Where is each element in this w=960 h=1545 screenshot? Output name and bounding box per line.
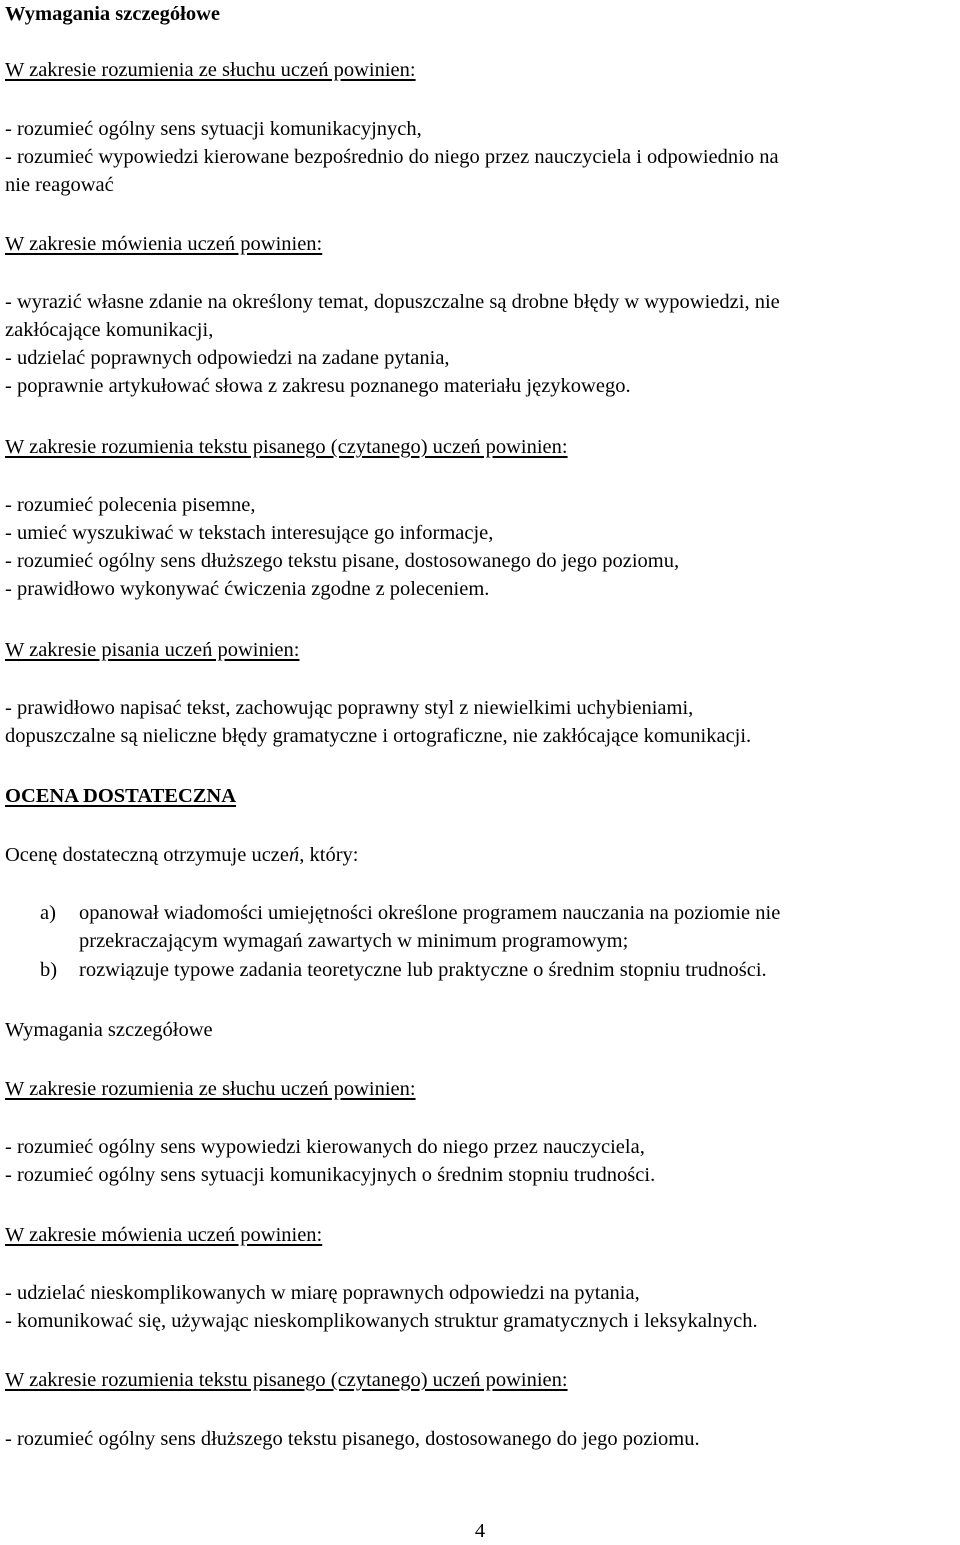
criterion-text bbox=[79, 899, 780, 955]
criterion-text bbox=[79, 956, 767, 984]
requirement-line: - komunikować się, używając nieskomplikowanych struktur gramatycznych i leksykalnych. bbox=[5, 1310, 758, 1332]
grade-intro bbox=[5, 841, 957, 869]
section-heading: Wymagania szczegółowe bbox=[5, 1019, 213, 1041]
requirement-line: - rozumieć ogólny sens sytuacji komunikacyjnych, bbox=[5, 118, 422, 140]
requirement-line: - prawidłowo napisać tekst, zachowując poprawny styl z niewielkimi uchybieniami, bbox=[5, 697, 694, 719]
requirement-line: - udzielać poprawnych odpowiedzi na zadane pytania, bbox=[5, 347, 450, 369]
writing-requirements bbox=[5, 694, 957, 750]
requirement-line: dopuszczalne są nieliczne błędy gramatyczne i ortograficzne, nie zakłócające komunikacji. bbox=[5, 725, 752, 747]
criterion-label: b) bbox=[40, 959, 58, 981]
requirement-line: - wyrazić własne zdanie na określony temat, dopuszczalne są drobne błędy w wypowiedzi, nie bbox=[5, 291, 780, 313]
requirement-line: - rozumieć ogólny sens dłuższego tekstu pisane, dostosowanego do jego poziomu, bbox=[5, 550, 680, 572]
speaking-requirements bbox=[5, 288, 957, 400]
requirement-line: - rozumieć wypowiedzi kierowane bezpośrednio do niego przez nauczyciela i odpowiednio na bbox=[5, 146, 779, 168]
requirement-line: - udzielać nieskomplikowanych w miarę poprawnych odpowiedzi na pytania, bbox=[5, 1282, 640, 1304]
section-heading: Wymagania szczegółowe bbox=[5, 3, 221, 25]
requirement-line: - rozumieć polecenia pisemne, bbox=[5, 494, 256, 516]
grade-intro-end: , który: bbox=[299, 844, 359, 866]
reading-requirements bbox=[5, 1425, 957, 1453]
speaking-title: W zakresie mówienia uczeń powinien: bbox=[5, 233, 323, 255]
requirement-line: - rozumieć ogólny sens wypowiedzi kierowanych do niego przez nauczyciela, bbox=[5, 1136, 645, 1158]
listening-requirements bbox=[5, 1133, 957, 1189]
speaking-requirements bbox=[5, 1279, 957, 1335]
requirement-line: - poprawnie artykułować słowa z zakresu poznanego materiału językowego. bbox=[5, 375, 631, 397]
grade-intro-text: Ocenę dostateczną otrzymuje ucze bbox=[5, 844, 289, 866]
requirement-line: - prawidłowo wykonywać ćwiczenia zgodne z poleceniem. bbox=[5, 578, 490, 600]
listening-title: W zakresie rozumienia ze słuchu uczeń powinien: bbox=[5, 1078, 416, 1100]
requirement-line: - rozumieć ogólny sens dłuższego tekstu pisanego, dostosowanego do jego poziomu. bbox=[5, 1428, 700, 1450]
grade-intro-italic-letter: ń bbox=[289, 844, 300, 866]
page-number: 4 bbox=[474, 1520, 486, 1542]
listening-title: W zakresie rozumienia ze słuchu uczeń powinien: bbox=[5, 59, 416, 81]
grade-title: OCENA DOSTATECZNA bbox=[5, 785, 237, 807]
criterion-line: przekraczającym wymagań zawartych w minimum programowym; bbox=[79, 930, 629, 952]
listening-requirements bbox=[5, 115, 957, 199]
writing-title: W zakresie pisania uczeń powinien: bbox=[5, 639, 300, 661]
criterion-line: rozwiązuje typowe zadania teoretyczne lub praktyczne o średnim stopniu trudności. bbox=[79, 959, 767, 981]
criterion-label: a) bbox=[40, 902, 56, 924]
requirement-line: - rozumieć ogólny sens sytuacji komunikacyjnych o średnim stopniu trudności. bbox=[5, 1164, 656, 1186]
reading-title: W zakresie rozumienia tekstu pisanego (czytanego) uczeń powinien: bbox=[5, 1369, 568, 1391]
reading-requirements bbox=[5, 491, 957, 603]
requirement-line: - umieć wyszukiwać w tekstach interesujące go informacje, bbox=[5, 522, 494, 544]
speaking-title: W zakresie mówienia uczeń powinien: bbox=[5, 1224, 323, 1246]
reading-title: W zakresie rozumienia tekstu pisanego (czytanego) uczeń powinien: bbox=[5, 436, 568, 458]
requirement-line: zakłócające komunikacji, bbox=[5, 319, 214, 341]
requirement-line: nie reagować bbox=[5, 174, 114, 196]
criterion-line: opanował wiadomości umiejętności określone programem nauczania na poziomie nie bbox=[79, 902, 781, 924]
